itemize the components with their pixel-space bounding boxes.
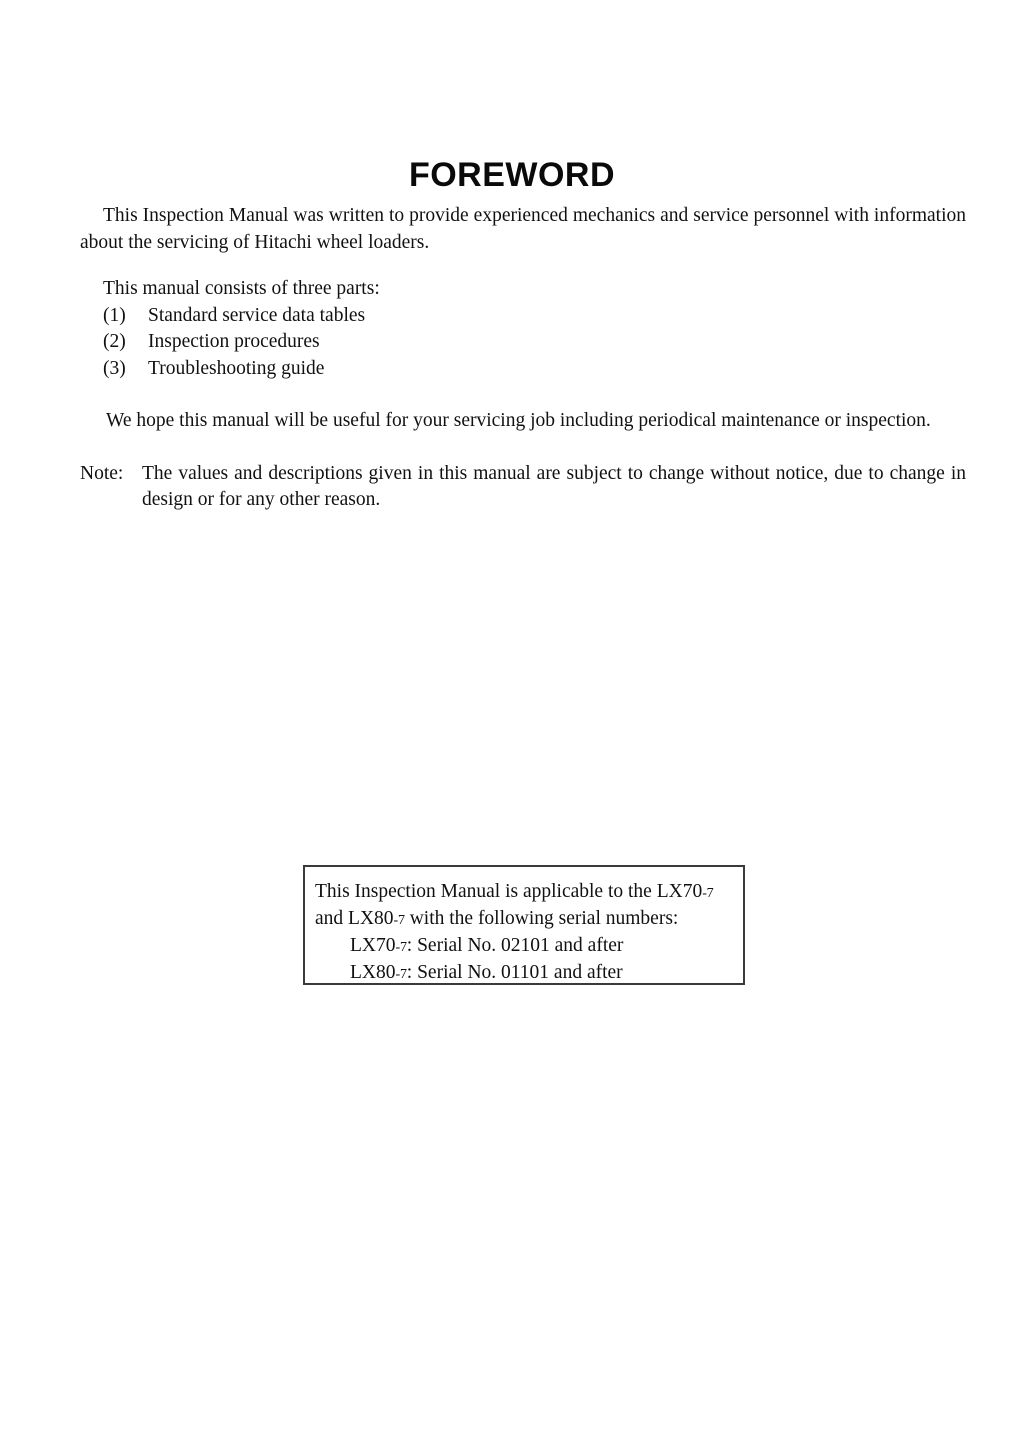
note-block (80, 461, 966, 514)
document-body (80, 203, 966, 514)
parts-lead-in: This manual consists of three parts: (103, 278, 380, 299)
model-suffix: -7 (395, 966, 407, 982)
model-suffix: -7 (395, 939, 407, 955)
applicability-line-1-text: This Inspection Manual is applicable to the LX70 (315, 881, 703, 902)
closing-paragraph: We hope this manual will be useful for your servicing job including periodical maintenance or inspection. (106, 410, 931, 431)
serial-line (315, 933, 733, 960)
serial-model: LX70 (350, 935, 396, 956)
applicability-box-content (305, 867, 743, 997)
note-text: The values and descriptions given in this manual are subject to change without notice, due to change in design or for any other reason. (142, 462, 966, 510)
parts-list (80, 303, 966, 383)
note-label: Note: (80, 462, 124, 484)
list-item-marker: (1) (103, 304, 126, 326)
applicability-line-2-prefix: and LX80 (315, 908, 394, 929)
applicability-line-2 (315, 906, 733, 933)
page-title: FOREWORD (408, 155, 616, 194)
list-item (103, 303, 966, 330)
serial-model: LX80 (350, 962, 396, 983)
serial-line (315, 960, 733, 987)
applicability-line-1 (315, 879, 733, 906)
serial-detail: : Serial No. 01101 and after (406, 962, 623, 983)
list-item-marker: (3) (103, 357, 126, 379)
model-suffix: -7 (393, 912, 405, 928)
applicability-line-2-rest: with the following serial numbers: (404, 908, 679, 929)
intro-paragraph: This Inspection Manual was written to provide experienced mechanics and service personnel with information about the servicing of Hitachi wheel loaders. (80, 205, 966, 253)
list-item-marker: (2) (103, 331, 126, 352)
list-item-label: Troubleshooting guide (148, 357, 325, 379)
list-item (103, 356, 966, 383)
applicability-box (303, 865, 745, 985)
list-item-label: Standard service data tables (148, 304, 366, 326)
list-item-label: Inspection procedures (148, 331, 320, 352)
serial-detail: : Serial No. 02101 and after (406, 935, 624, 956)
model-suffix: -7 (702, 885, 714, 901)
list-item (103, 329, 966, 356)
